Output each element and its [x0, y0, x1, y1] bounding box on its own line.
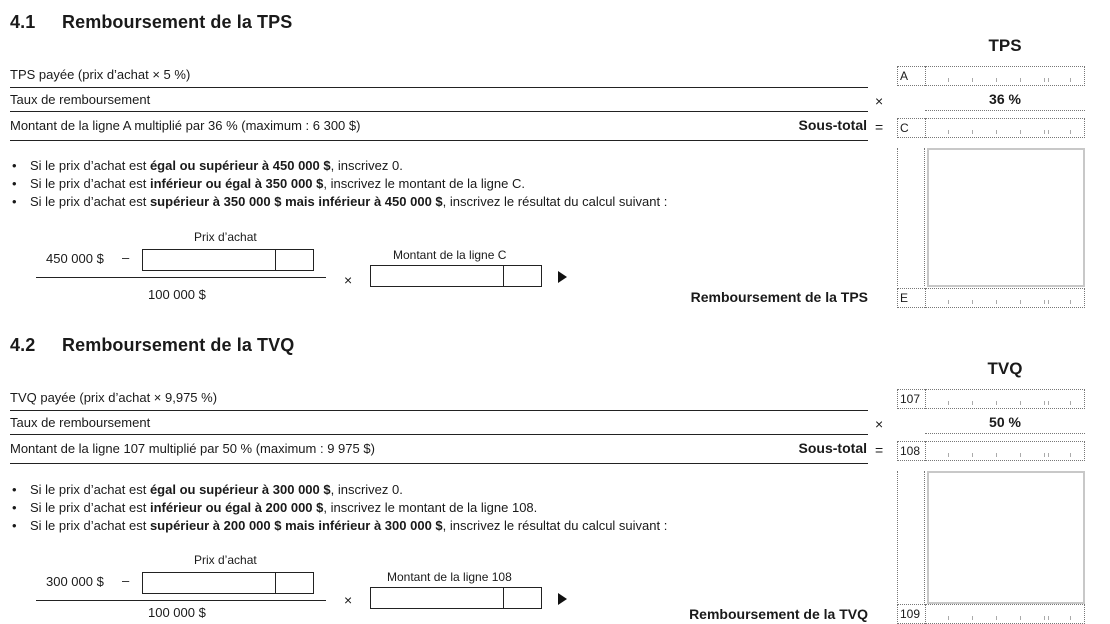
calc-line-label: Montant de la ligne 108 [387, 570, 512, 584]
times-symbol: × [344, 272, 353, 288]
tps-subtotal-label: Sous-total [798, 117, 867, 133]
tps-result-label: Remboursement de la TPS [690, 289, 868, 305]
calc-divisor: 100 000 $ [148, 605, 206, 620]
arrow-right-icon [558, 271, 567, 283]
calc-divisor: 100 000 $ [148, 287, 206, 302]
calc-constant: 450 000 $ [46, 251, 104, 266]
equals-symbol: = [875, 442, 884, 458]
tps-amount-line: Montant de la ligne A multiplié par 36 % (maximum : 6 300 $) [10, 118, 361, 133]
bullet-item: • Si le prix d’achat est supérieur à 350 000 $ mais inférieur à 450 000 $, inscrivez le résultat du calcul suivant : [10, 193, 667, 211]
amount-field-e[interactable] [925, 288, 1085, 308]
tps-instructions [10, 157, 667, 211]
purchase-price-input[interactable] [142, 249, 314, 271]
line-label-a: A [897, 66, 925, 86]
section-title: Remboursement de la TVQ [62, 335, 295, 355]
calc-price-label: Prix d’achat [194, 553, 257, 567]
amount-field-109[interactable] [925, 604, 1085, 624]
section-heading-tvq [10, 335, 294, 356]
line-label-e: E [897, 288, 925, 308]
bullet-item: • Si le prix d’achat est inférieur ou égal à 200 000 $, inscrivez le montant de la ligne 108. [10, 499, 667, 517]
tvq-result-label: Remboursement de la TVQ [689, 606, 868, 622]
calc-price-label: Prix d’achat [194, 230, 257, 244]
tvq-paid-line: TVQ payée (prix d’achat × 9,975 %) [10, 390, 218, 405]
minus-symbol: – [122, 250, 130, 265]
tps-paid-line: TPS payée (prix d’achat × 5 %) [10, 67, 191, 82]
column-header-tvq: TVQ [987, 359, 1023, 378]
line-label-c: C [897, 118, 925, 138]
tps-rate-line: Taux de remboursement [10, 92, 151, 107]
section-number: 4.1 [10, 12, 36, 32]
minus-symbol: – [122, 573, 130, 588]
bullet-item: • Si le prix d’achat est inférieur ou égal à 350 000 $, inscrivez le montant de la ligne C. [10, 175, 667, 193]
bullet-item: • Si le prix d’achat est égal ou supérieur à 450 000 $, inscrivez 0. [10, 157, 667, 175]
bullet-item: • Si le prix d’achat est égal ou supérieur à 300 000 $, inscrivez 0. [10, 481, 667, 499]
tvq-subtotal-label: Sous-total [798, 440, 867, 456]
amount-field-107[interactable] [925, 389, 1085, 409]
tps-work-area [927, 148, 1085, 287]
calc-line-label: Montant de la ligne C [393, 248, 507, 262]
purchase-price-input[interactable] [142, 572, 314, 594]
calc-constant: 300 000 $ [46, 574, 104, 589]
tvq-instructions [10, 481, 667, 535]
line-label-108: 108 [897, 441, 925, 461]
line-108-amount-input[interactable] [370, 587, 542, 609]
tvq-rate-line: Taux de remboursement [10, 415, 151, 430]
amount-field-108[interactable] [925, 441, 1085, 461]
times-symbol: × [875, 416, 884, 432]
section-title: Remboursement de la TPS [62, 12, 293, 32]
line-label-107: 107 [897, 389, 925, 409]
times-symbol: × [344, 592, 353, 608]
equals-symbol: = [875, 119, 884, 135]
line-label-109: 109 [897, 604, 925, 624]
arrow-right-icon [558, 593, 567, 605]
tvq-work-area [927, 471, 1085, 604]
section-heading-tps [10, 12, 292, 33]
bullet-item: • Si le prix d’achat est supérieur à 200 000 $ mais inférieur à 300 000 $, inscrivez le résultat du calcul suivant : [10, 517, 667, 535]
amount-field-c[interactable] [925, 118, 1085, 138]
line-c-amount-input[interactable] [370, 265, 542, 287]
tvq-rate-value: 50 % [989, 414, 1021, 430]
amount-field-a[interactable] [925, 66, 1085, 86]
tvq-amount-line: Montant de la ligne 107 multiplié par 50 % (maximum : 9 975 $) [10, 441, 375, 456]
times-symbol: × [875, 93, 884, 109]
section-number: 4.2 [10, 335, 36, 355]
column-header-tps: TPS [988, 36, 1022, 55]
tps-rate-value: 36 % [989, 91, 1021, 107]
